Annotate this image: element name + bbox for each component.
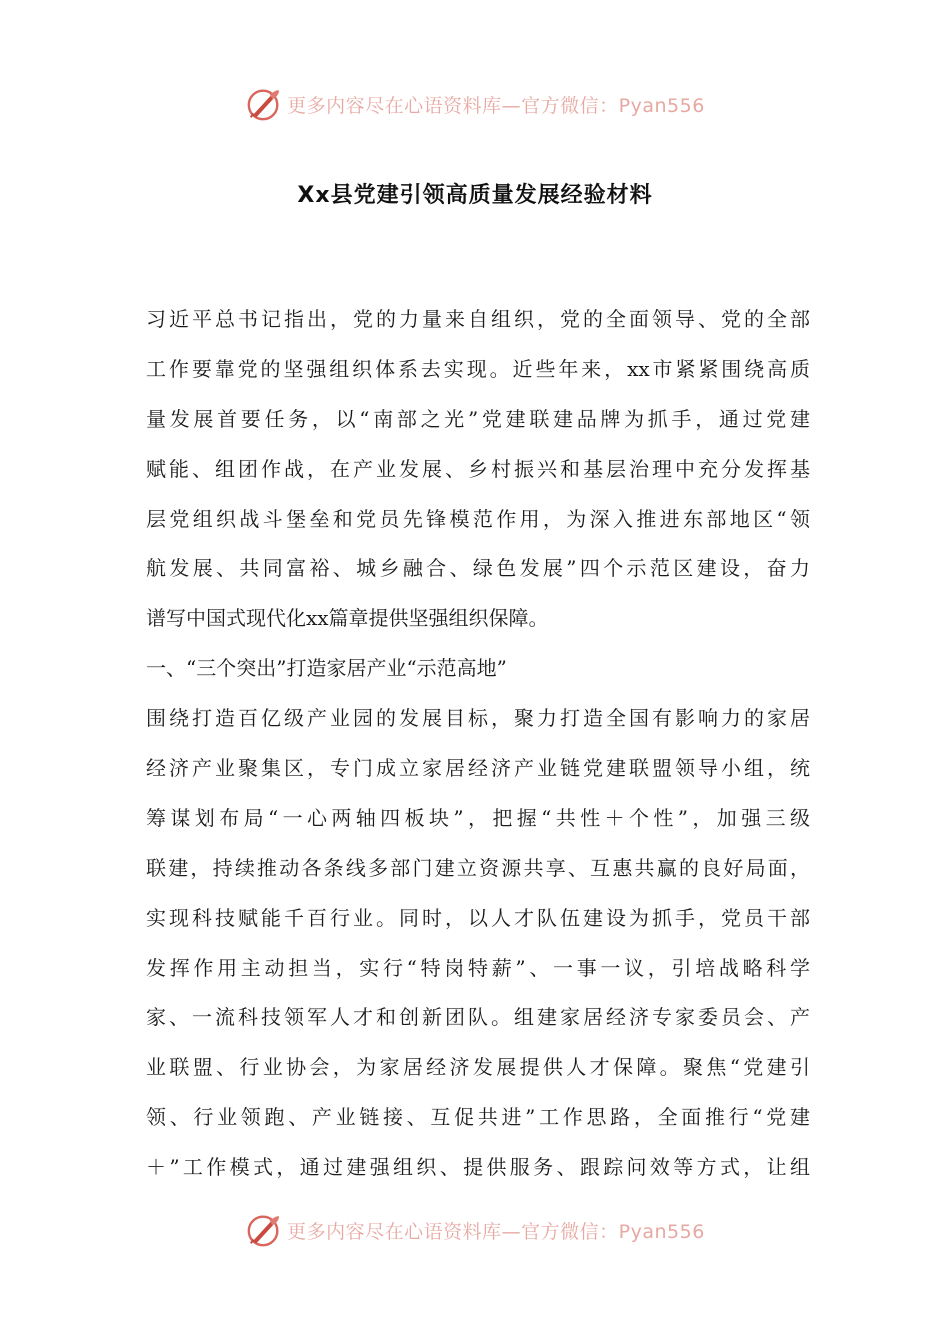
watermark-text: 更多内容尽在心语资料库—官方微信：Pyan556 [287,94,705,117]
body-line: ＋”工作模式，通过建强组织、提供服务、跟踪问效等方式，让组 [146,1155,810,1180]
quill-pen-icon [245,1211,283,1249]
watermark-footer [0,1208,950,1252]
body-line: 航发展、共同富裕、城乡融合、绿色发展”四个示范区建设，奋力 [146,556,810,581]
body-line: 发挥作用主动担当，实行“特岗特薪”、一事一议，引培战略科学 [146,955,810,980]
body-line: 筹谋划布局“一心两轴四板块”，把握“共性＋个性”，加强三级 [146,805,810,830]
body-line: 习近平总书记指出，党的力量来自组织，党的全面领导、党的全部 [146,307,810,331]
body-line: 谱写中国式现代化xx篇章提供坚强组织保障。 [146,606,549,631]
watermark-text: 更多内容尽在心语资料库—官方微信：Pyan556 [287,1220,705,1243]
body-line: 联建，持续推动各条线多部门建立资源共享、互惠共赢的良好局面， [146,855,810,880]
body-line: 领、行业领跑、产业链接、互促共进”工作思路，全面推行“党建 [146,1105,810,1130]
body-line: 业联盟、行业协会，为家居经济发展提供人才保障。聚焦“党建引 [146,1055,810,1080]
body-line: 家、一流科技领军人才和创新团队。组建家居经济专家委员会、产 [146,1005,810,1030]
document-body [146,295,810,1193]
body-line: 赋能、组团作战，在产业发展、乡村振兴和基层治理中充分发挥基 [146,456,810,481]
body-line: 层党组织战斗堡垒和党员先锋模范作用，为深入推进东部地区“领 [146,506,810,531]
body-line: 工作要靠党的坚强组织体系去实现。近些年来，xx市紧紧围绕高质 [146,356,810,381]
body-line: 实现科技赋能千百行业。同时，以人才队伍建设为抓手，党员干部 [146,905,810,930]
body-line: 量发展首要任务，以“南部之光”党建联建品牌为抓手，通过党建 [146,406,810,431]
watermark-header [0,82,950,126]
quill-pen-icon [245,85,283,123]
document-title: Xx县党建引领高质量发展经验材料 [297,183,653,208]
section-heading: 一、“三个突出”打造家居产业“示范高地” [146,656,507,681]
body-line: 经济产业聚集区，专门成立家居经济产业链党建联盟领导小组，统 [146,756,810,781]
body-line: 围绕打造百亿级产业园的发展目标，聚力打造全国有影响力的家居 [146,706,810,731]
